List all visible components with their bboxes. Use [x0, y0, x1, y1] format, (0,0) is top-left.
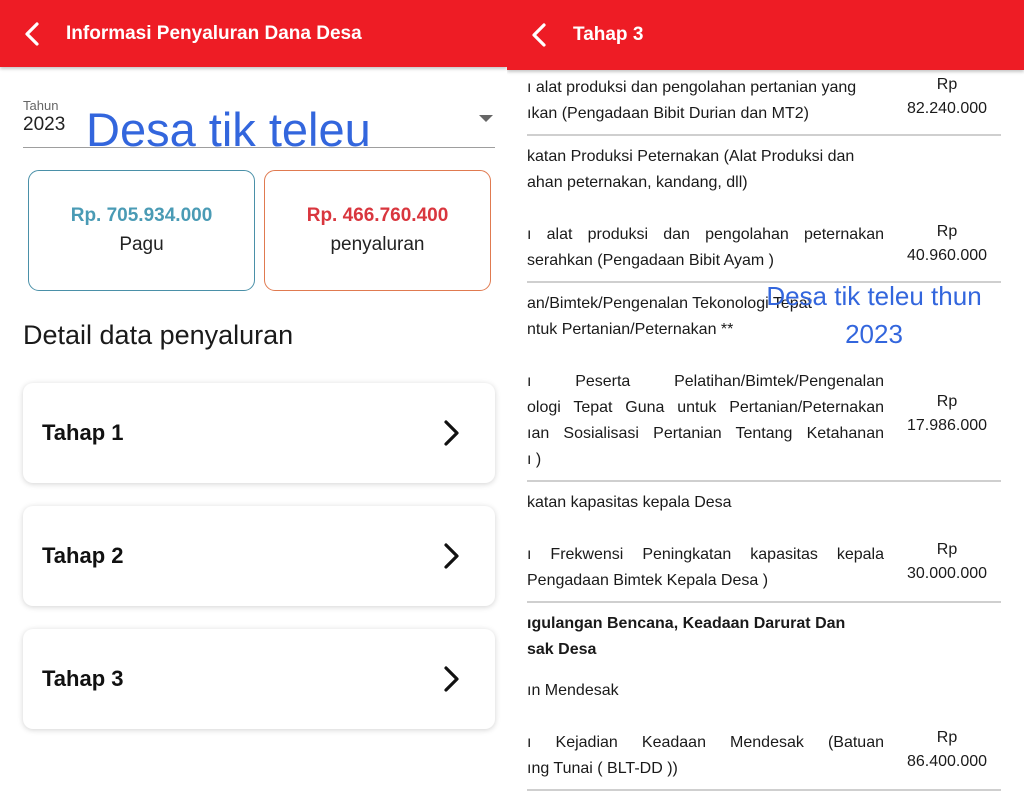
- penyaluran-info-screen: [0, 0, 507, 807]
- section-title: Detail data penyaluran: [23, 320, 294, 350]
- app-bar-title: Informasi Penyaluran Dana Desa: [66, 22, 362, 44]
- item-description: ı alat produksi dan pengolahan pertanian yang ıkan (Pengadaan Bibit Durian dan MT2): [527, 79, 857, 122]
- divider: [527, 601, 1001, 603]
- item-description: an/Bimtek/Pengenalan Tekonologi Tepat ntuk Pertanian/Peternakan **: [527, 295, 812, 338]
- year-label: Tahun: [23, 98, 59, 113]
- penyaluran-amount: Rp. 466.760.400: [306, 205, 449, 226]
- item-description: ıgulangan Bencana, Keadaan Darurat Dan sak Desa: [527, 615, 846, 658]
- item-amount: Rp 17.986.000: [906, 393, 988, 434]
- tahap-1-label: Tahap 1: [42, 420, 124, 445]
- item-description: katan kapasitas kepala Desa: [527, 494, 732, 511]
- app-bar: [507, 0, 1024, 70]
- chevron-right-icon: [437, 665, 465, 693]
- item-description: katan Produksi Peternakan (Alat Produksi dan ahan peternakan, kandang, dll): [527, 148, 855, 191]
- item-description: ı Peserta Pelatihan/Bimtek/Pengenalan ologi Tepat Guna untuk Pertanian/Peternakan ıan Sosialisasi Pertanian Tentang Ketahanan ı ): [527, 373, 884, 468]
- item-description: ı Kejadian Keadaan Mendesak (Batuan ıng Tunai ( BLT-DD )): [527, 734, 884, 777]
- chevron-right-icon: [437, 419, 465, 447]
- tahap-3-card[interactable]: [23, 629, 495, 729]
- tahap-3-screen: [507, 0, 1024, 807]
- penyaluran-card: [264, 170, 491, 291]
- divider: [527, 480, 1001, 482]
- item-amount: Rp 30.000.000: [906, 541, 988, 582]
- pagu-card: [28, 170, 255, 291]
- tahap-1-card[interactable]: [23, 383, 495, 483]
- item-description: ı Frekwensi Peningkatan kapasitas kepala Pengadaan Bimtek Kepala Desa ): [527, 546, 884, 589]
- item-amount: Rp 40.960.000: [906, 223, 988, 264]
- chevron-right-icon: [437, 542, 465, 570]
- app-bar: [0, 0, 507, 67]
- back-button[interactable]: [10, 11, 56, 57]
- item-description: ı alat produksi dan pengolahan peternakan serahkan (Pengadaan Bibit Ayam ): [527, 226, 884, 269]
- tahap-2-card[interactable]: [23, 506, 495, 606]
- year-value: 2023: [23, 114, 66, 135]
- divider: [527, 789, 1001, 791]
- item-amount: Rp 86.400.000: [906, 729, 988, 770]
- item-amount: Rp 82.240.000: [906, 76, 988, 117]
- back-button[interactable]: [517, 12, 563, 58]
- pagu-label: Pagu: [119, 234, 164, 255]
- tahap-3-label: Tahap 3: [42, 666, 124, 691]
- annotation-overlay: Desa tik teleu thun 2023: [766, 281, 982, 349]
- chevron-left-icon: [20, 21, 46, 47]
- app-bar-title: Tahap 3: [573, 24, 644, 45]
- chevron-left-icon: [527, 22, 553, 48]
- annotation-overlay: Desa tik teleu: [86, 103, 371, 156]
- tahap-2-label: Tahap 2: [42, 543, 124, 568]
- divider: [527, 134, 1001, 136]
- item-description: ın Mendesak: [527, 682, 619, 699]
- pagu-amount: Rp. 705.934.000: [70, 205, 213, 226]
- penyaluran-label: penyaluran: [330, 234, 425, 255]
- caret-down-icon: [479, 115, 493, 122]
